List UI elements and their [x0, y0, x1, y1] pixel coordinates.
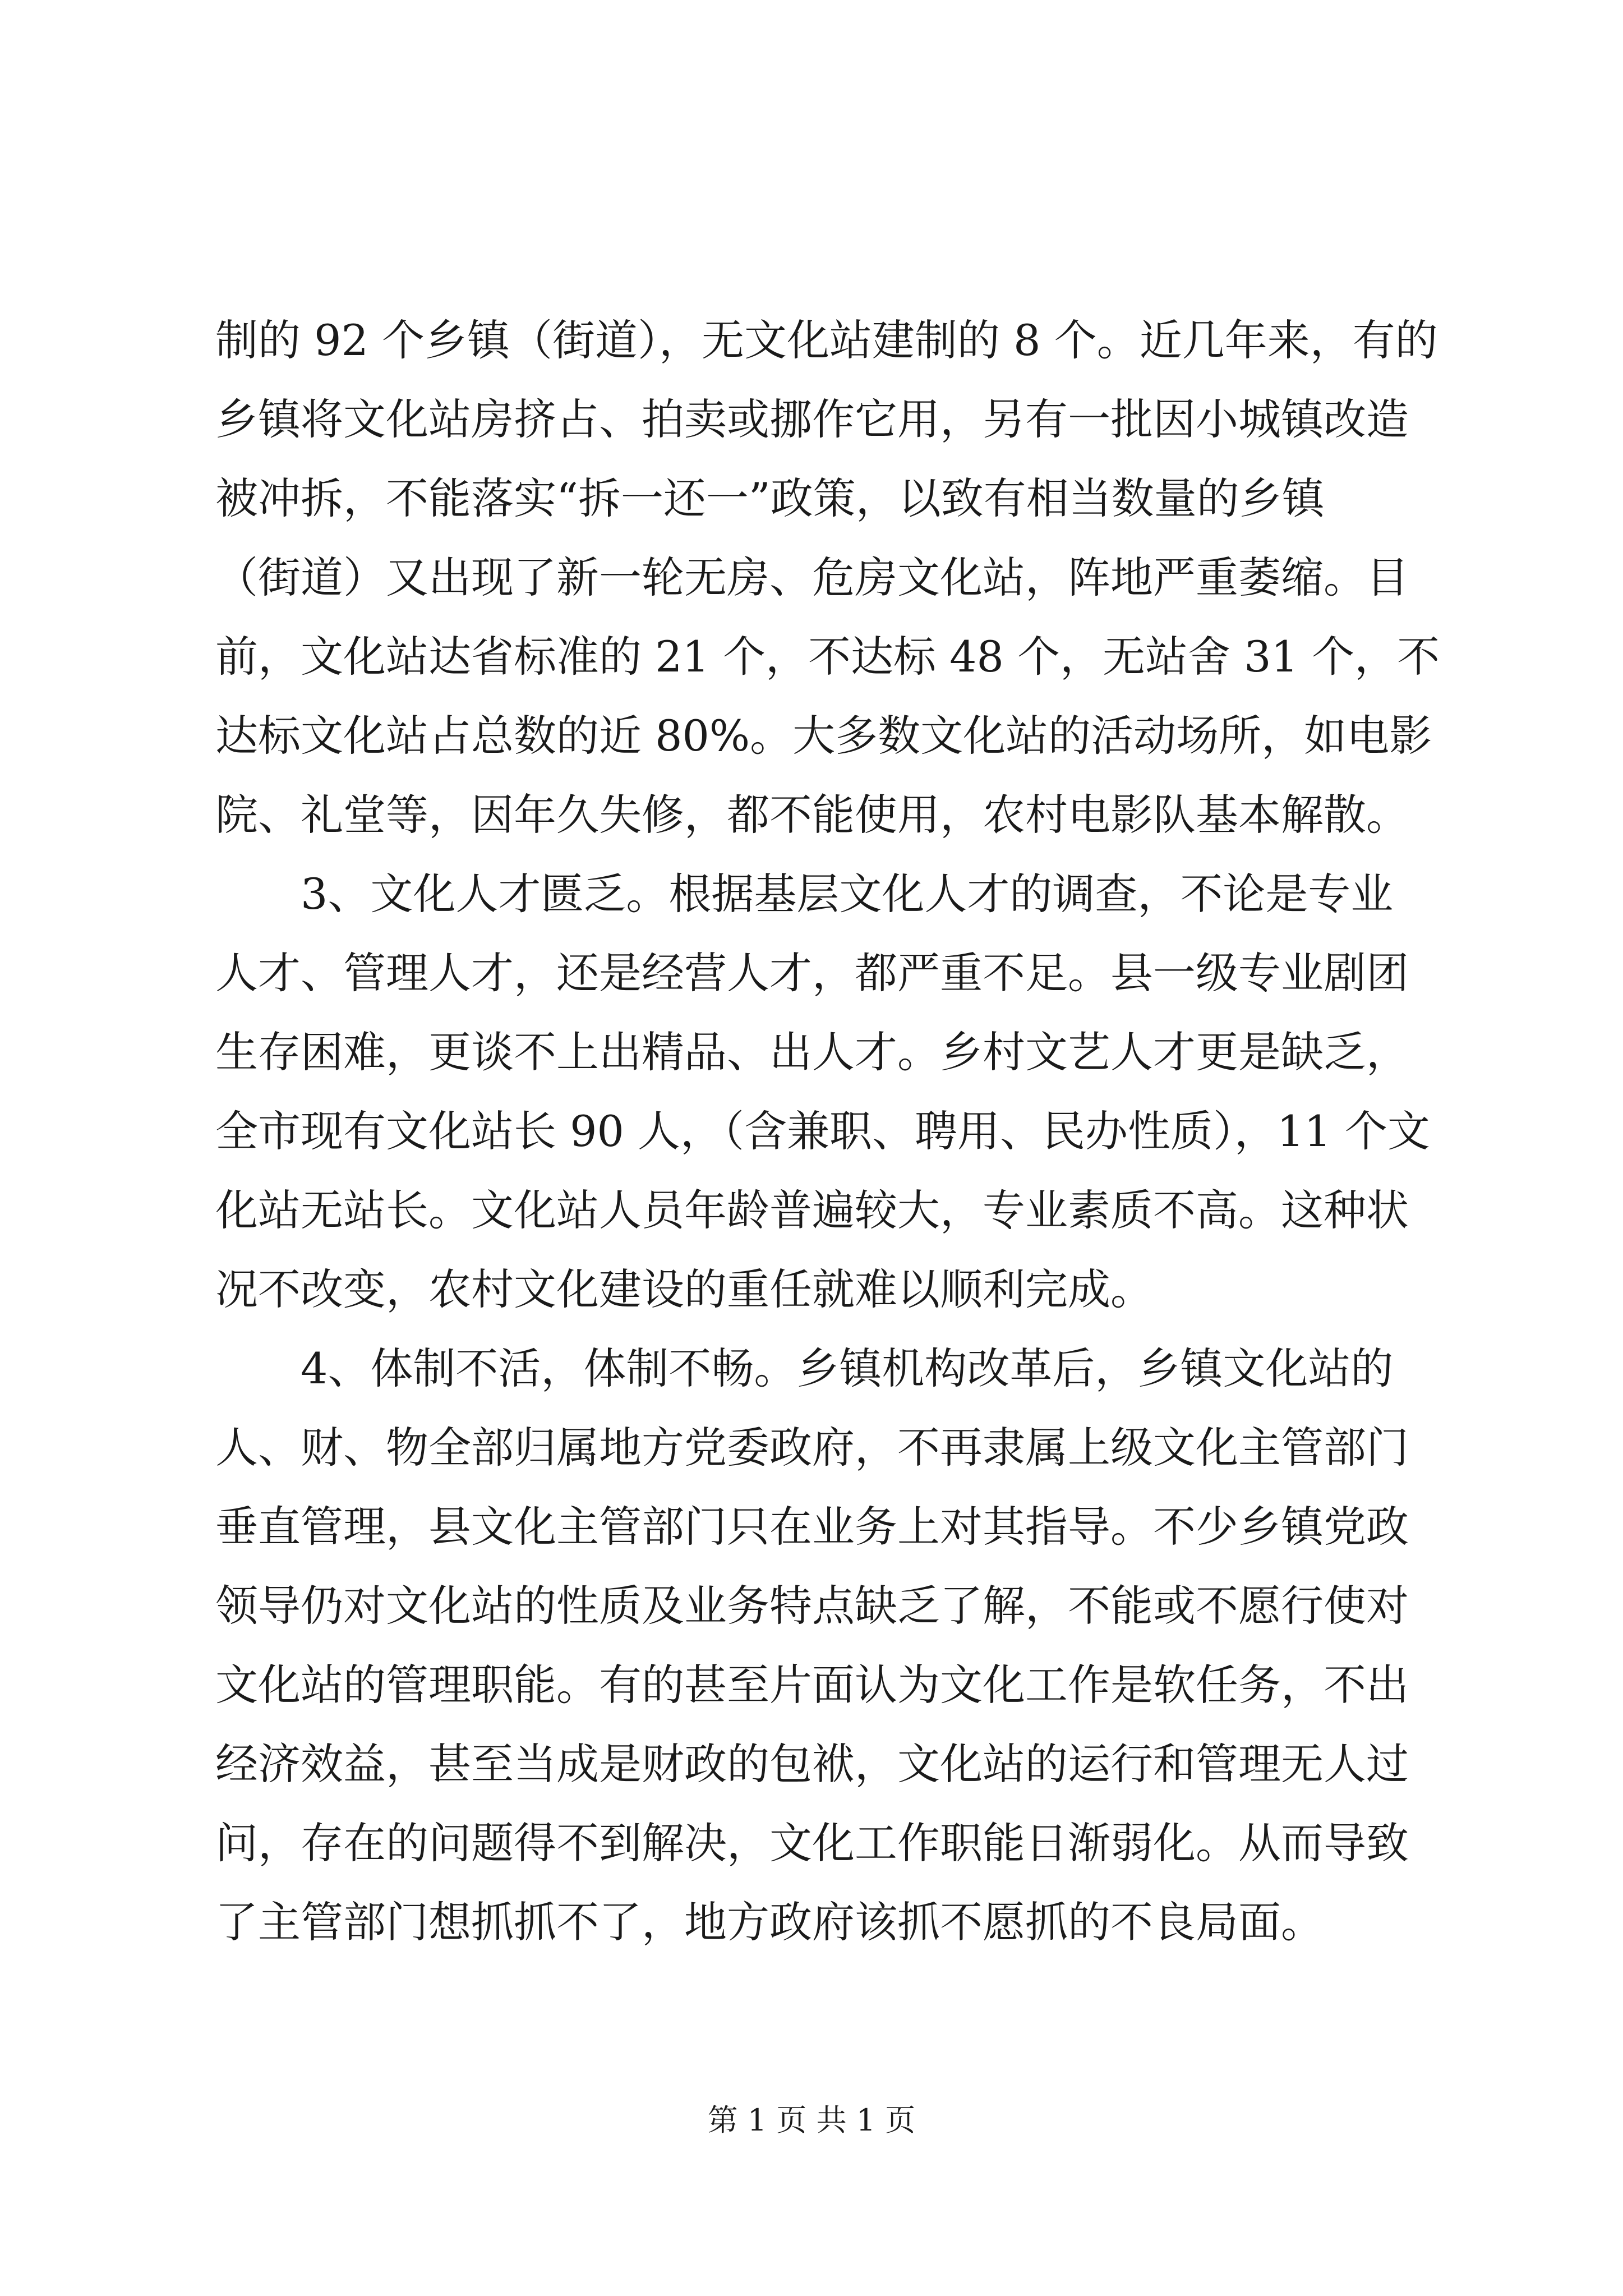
paragraph-2-line: 生存困难，更谈不上出精品、出人才。乡村文艺人才更是缺乏，: [215, 1027, 1409, 1077]
paragraph-3-line: 文化站的管理职能。有的甚至片面认为文化工作是软任务，不出: [215, 1660, 1409, 1710]
paragraph-3-line: 人、财、物全部归属地方党委政府，不再隶属上级文化主管部门: [215, 1423, 1409, 1473]
paragraph-2-line: 全市现有文化站长 90 人，（含兼职、聘用、民办性质），11 个文: [215, 1106, 1430, 1156]
body-text: [215, 301, 1440, 1962]
paragraph-3-line: 4、体制不活，体制不畅。乡镇机构改革后，乡镇文化站的: [301, 1343, 1394, 1393]
paragraph-1-line: 乡镇将文化站房挤占、拍卖或挪作它用，另有一批因小城镇改造: [215, 394, 1409, 444]
paragraph-3-line: 经济效益，甚至当成是财政的包袱，文化站的运行和管理无人过: [215, 1739, 1409, 1789]
paragraph-1-line: 前，文化站达省标准的 21 个，不达标 48 个，无站舍 31 个，不: [215, 632, 1440, 682]
paragraph-1-line: 被冲拆，不能落实“拆一还一”政策，以致有相当数量的乡镇: [215, 473, 1325, 523]
paragraph-1-line: 制的 92 个乡镇（街道），无文化站建制的 8 个。近几年来，有的: [215, 315, 1438, 365]
paragraph-3-line: 问，存在的问题得不到解决，文化工作职能日渐弱化。从而导致: [215, 1818, 1409, 1868]
paragraph-2-line: 况不改变，农村文化建设的重任就难以顺利完成。: [215, 1264, 1153, 1314]
paragraph-3-line: 领导仍对文化站的性质及业务特点缺乏了解，不能或不愿行使对: [215, 1581, 1409, 1631]
paragraph-2-line: 化站无站长。文化站人员年龄普遍较大，专业素质不高。这种状: [215, 1185, 1409, 1235]
paragraph-1-line: （街道）又出现了新一轮无房、危房文化站，阵地严重萎缩。目: [215, 553, 1409, 602]
paragraph-1-line: 院、礼堂等，因年久失修，都不能使用，农村电影队基本解散。: [215, 790, 1409, 840]
page-footer: 第 1 页 共 1 页: [707, 2102, 916, 2138]
paragraph-2-line: 人才、管理人才，还是经营人才，都严重不足。县一级专业剧团: [215, 948, 1409, 998]
paragraph-3-line: 垂直管理，县文化主管部门只在业务上对其指导。不少乡镇党政: [215, 1502, 1409, 1552]
paragraph-2-line: 3、文化人才匮乏。根据基层文化人才的调查，不论是专业: [301, 869, 1394, 919]
paragraph-3-line: 了主管部门想抓抓不了，地方政府该抓不愿抓的不良局面。: [215, 1897, 1324, 1947]
paragraph-1-line: 达标文化站占总数的近 80%。大多数文化站的活动场所，如电影: [215, 711, 1432, 761]
